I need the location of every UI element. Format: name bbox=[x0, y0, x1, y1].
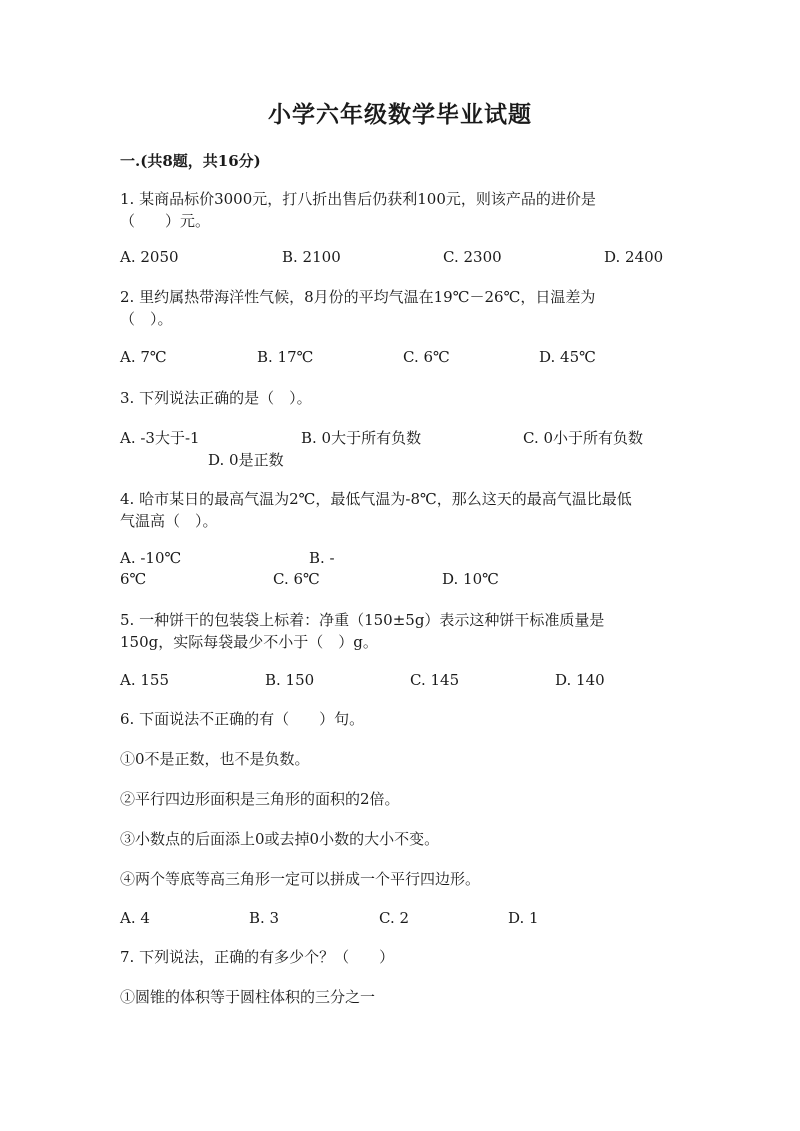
question-1-line-1: 1. 某商品标价3000元，打八折出售后仍获利100元，则该产品的进价是 bbox=[120, 190, 596, 208]
question-2-option-a: A. 7℃ bbox=[120, 348, 167, 366]
question-6-line-1: 6. 下面说法不正确的有（ ）句。 bbox=[120, 710, 365, 728]
question-6-statement-2: ②平行四边形面积是三角形的面积的2倍。 bbox=[120, 790, 400, 808]
question-6-statement-1: ①0不是正数，也不是负数。 bbox=[120, 750, 310, 768]
question-5-option-a: A. 155 bbox=[120, 671, 169, 689]
question-6-option-a: A. 4 bbox=[120, 909, 150, 927]
question-4-line-2: 气温高（ ）。 bbox=[120, 512, 218, 530]
question-2-option-d: D. 45℃ bbox=[539, 348, 596, 366]
question-6-statement-3: ③小数点的后面添上0或去掉0小数的大小不变。 bbox=[120, 830, 440, 848]
question-4-option-a: A. -10℃ bbox=[120, 549, 182, 567]
question-1-option-d: D. 2400 bbox=[604, 248, 664, 266]
question-5-line-1: 5. 一种饼干的包装袋上标着：净重（150±5g）表示这种饼干标准质量是 bbox=[120, 611, 605, 629]
question-4-option-d: D. 10℃ bbox=[442, 570, 499, 588]
question-1-option-b: B. 2100 bbox=[282, 248, 341, 266]
question-7-statement-1: ①圆锥的体积等于圆柱体积的三分之一 bbox=[120, 988, 376, 1006]
question-5-option-d: D. 140 bbox=[555, 671, 605, 689]
question-6-statement-4: ④两个等底等高三角形一定可以拼成一个平行四边形。 bbox=[120, 870, 481, 888]
question-1-option-c: C. 2300 bbox=[443, 248, 502, 266]
question-4-line-1: 4. 哈市某日的最高气温为2℃，最低气温为-8℃，那么这天的最高气温比最低 bbox=[120, 490, 632, 508]
question-2-option-b: B. 17℃ bbox=[257, 348, 314, 366]
question-6-option-c: C. 2 bbox=[379, 909, 410, 927]
question-1-line-2: （ ）元。 bbox=[120, 212, 211, 230]
question-4-option-b-cont: 6℃ bbox=[120, 570, 147, 588]
question-7-line-1: 7. 下列说法，正确的有多少个？（ ） bbox=[120, 948, 395, 966]
question-2-line-2: （ ）。 bbox=[120, 310, 173, 328]
question-6-option-d: D. 1 bbox=[508, 909, 539, 927]
question-3-line-1: 3. 下列说法正确的是（ ）。 bbox=[120, 389, 312, 407]
question-3-option-c: C. 0小于所有负数 bbox=[523, 429, 644, 447]
page-title: 小学六年级数学毕业试题 bbox=[268, 101, 532, 128]
question-4-option-b: B. - bbox=[309, 549, 335, 567]
question-5-line-2: 150g，实际每袋最少不小于（ ）g。 bbox=[120, 633, 378, 651]
question-2-option-c: C. 6℃ bbox=[403, 348, 450, 366]
question-4-option-c: C. 6℃ bbox=[273, 570, 320, 588]
question-5-option-b: B. 150 bbox=[265, 671, 315, 689]
question-3-option-b: B. 0大于所有负数 bbox=[301, 429, 422, 447]
question-2-line-1: 2. 里约属热带海洋性气候，8月份的平均气温在19℃－26℃，日温差为 bbox=[120, 288, 596, 306]
question-5-option-c: C. 145 bbox=[410, 671, 460, 689]
question-3-option-d: D. 0是正数 bbox=[208, 451, 284, 469]
question-3-option-a: A. -3大于-1 bbox=[120, 429, 200, 447]
question-6-option-b: B. 3 bbox=[249, 909, 280, 927]
section-heading: 一.(共8题，共16分) bbox=[120, 152, 261, 170]
question-1-option-a: A. 2050 bbox=[120, 248, 179, 266]
